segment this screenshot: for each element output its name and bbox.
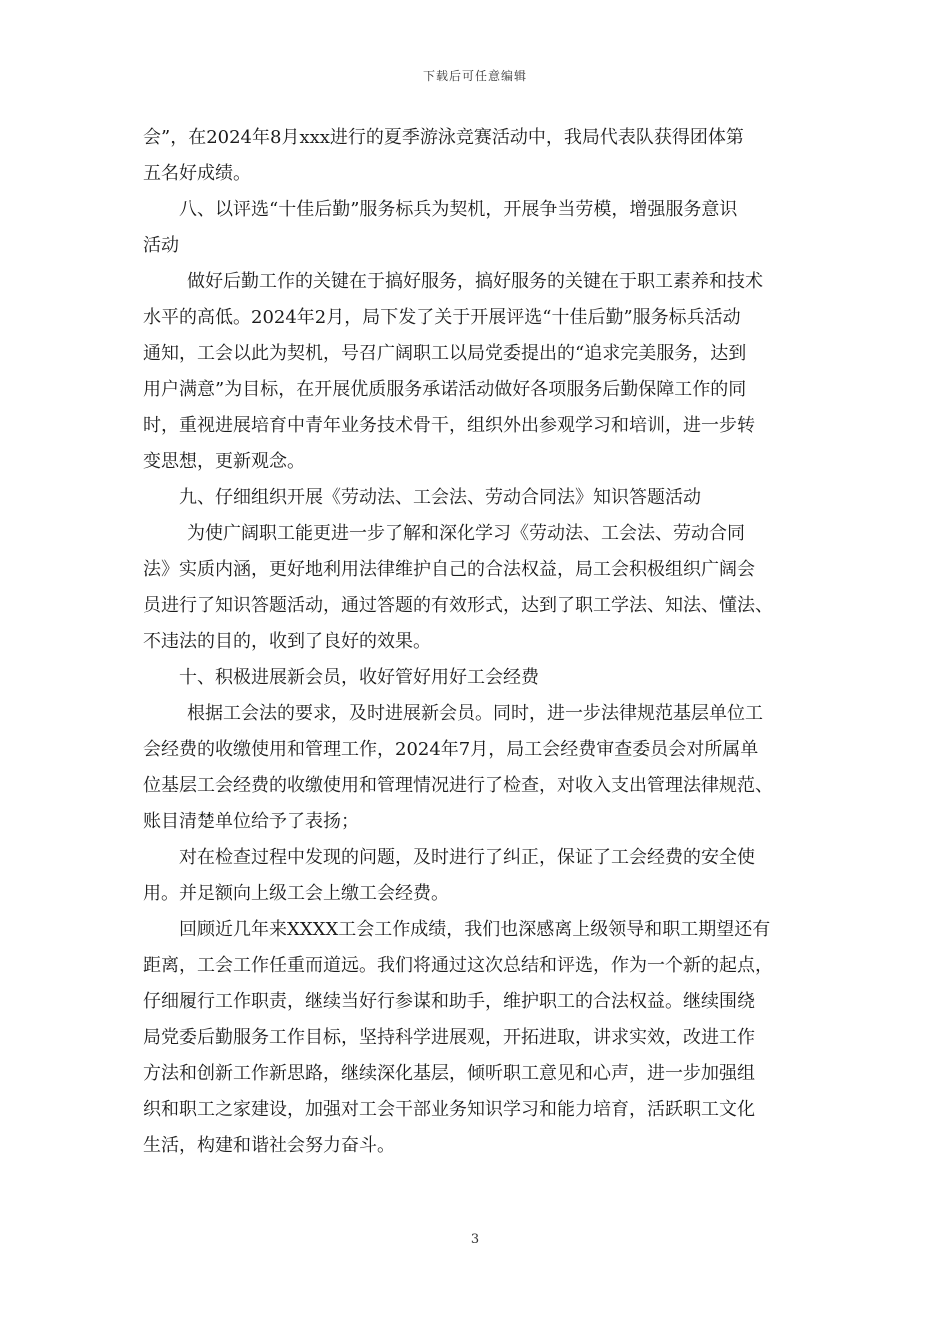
text-line: 做好后勤工作的关键在于搞好服务，搞好服务的关键在于职工素养和技术 [187,271,763,292]
text-line: 不违法的目的，收到了良好的效果。 [143,631,431,652]
document-body [143,120,809,1164]
text-line: 方法和创新工作新思路，继续深化基层，倾听职工意见和心声，进一步加强组 [143,1063,755,1084]
text-line: 根据工会法的要求，及时进展新会员。同时，进一步法律规范基层单位工 [187,703,763,724]
text-line: 账目清楚单位给予了表扬； [143,811,359,832]
text-line: 为使广阔职工能更进一步了解和深化学习《劳动法、工会法、劳动合同 [187,523,745,544]
text-line: 员进行了知识答题活动，通过答题的有效形式，达到了职工学法、知法、懂法、 [143,595,773,616]
text-line: 距离，工会工作任重而道远。我们将通过这次总结和评选，作为一个新的起点， [143,955,773,976]
text-line: 织和职工之家建设，加强对工会干部业务知识学习和能力培育，活跃职工文化 [143,1099,755,1120]
text-line: 法》实质内涵，更好地利用法律维护自己的合法权益，局工会积极组织广阔会 [143,559,755,580]
text-line: 局党委后勤服务工作目标，坚持科学进展观，开拓进取，讲求实效，改进工作 [143,1027,755,1048]
text-line: 会经费的收缴使用和管理工作，2024年7月，局工会经费审查委员会对所属单 [143,739,759,760]
section-heading: 八、以评选“十佳后勤”服务标兵为契机，开展争当劳模，增强服务意识 [179,199,738,220]
text-line: 用户满意”为目标，在开展优质服务承诺活动做好各项服务后勤保障工作的同 [143,379,747,400]
text-line: 变思想，更新观念。 [143,451,305,472]
section-heading: 九、仔细组织开展《劳动法、工会法、劳动合同法》知识答题活动 [179,487,701,508]
text-line: 回顾近几年来XXXX工会工作成绩，我们也深感离上级领导和职工期望还有 [179,919,771,940]
section-heading: 十、积极进展新会员，收好管好用好工会经费 [179,667,539,688]
text-line: 位基层工会经费的收缴使用和管理情况进行了检查，对收入支出管理法律规范、 [143,775,773,796]
text-line: 时，重视进展培育中青年业务技术骨干，组织外出参观学习和培训，进一步转 [143,415,755,436]
text-line: 通知，工会以此为契机，号召广阔职工以局党委提出的“追求完美服务，达到 [143,343,747,364]
page-header: 下载后可任意编辑 [422,69,527,83]
text-line: 活动 [143,235,179,256]
text-line: 五名好成绩。 [143,163,251,184]
page-number: 3 [470,1232,480,1247]
text-line: 仔细履行工作职责，继续当好行参谋和助手，维护职工的合法权益。继续围绕 [143,991,755,1012]
text-line: 水平的高低。2024年2月，局下发了关于开展评选“十佳后勤”服务标兵活动 [143,307,741,328]
text-line: 生活，构建和谐社会努力奋斗。 [143,1135,395,1156]
text-line: 对在检查过程中发现的问题，及时进行了纠正，保证了工会经费的安全使 [179,847,755,868]
text-line: 会”，在2024年8月xxx进行的夏季游泳竞赛活动中，我局代表队获得团体第 [143,127,744,148]
text-line: 用。并足额向上级工会上缴工会经费。 [143,883,449,904]
